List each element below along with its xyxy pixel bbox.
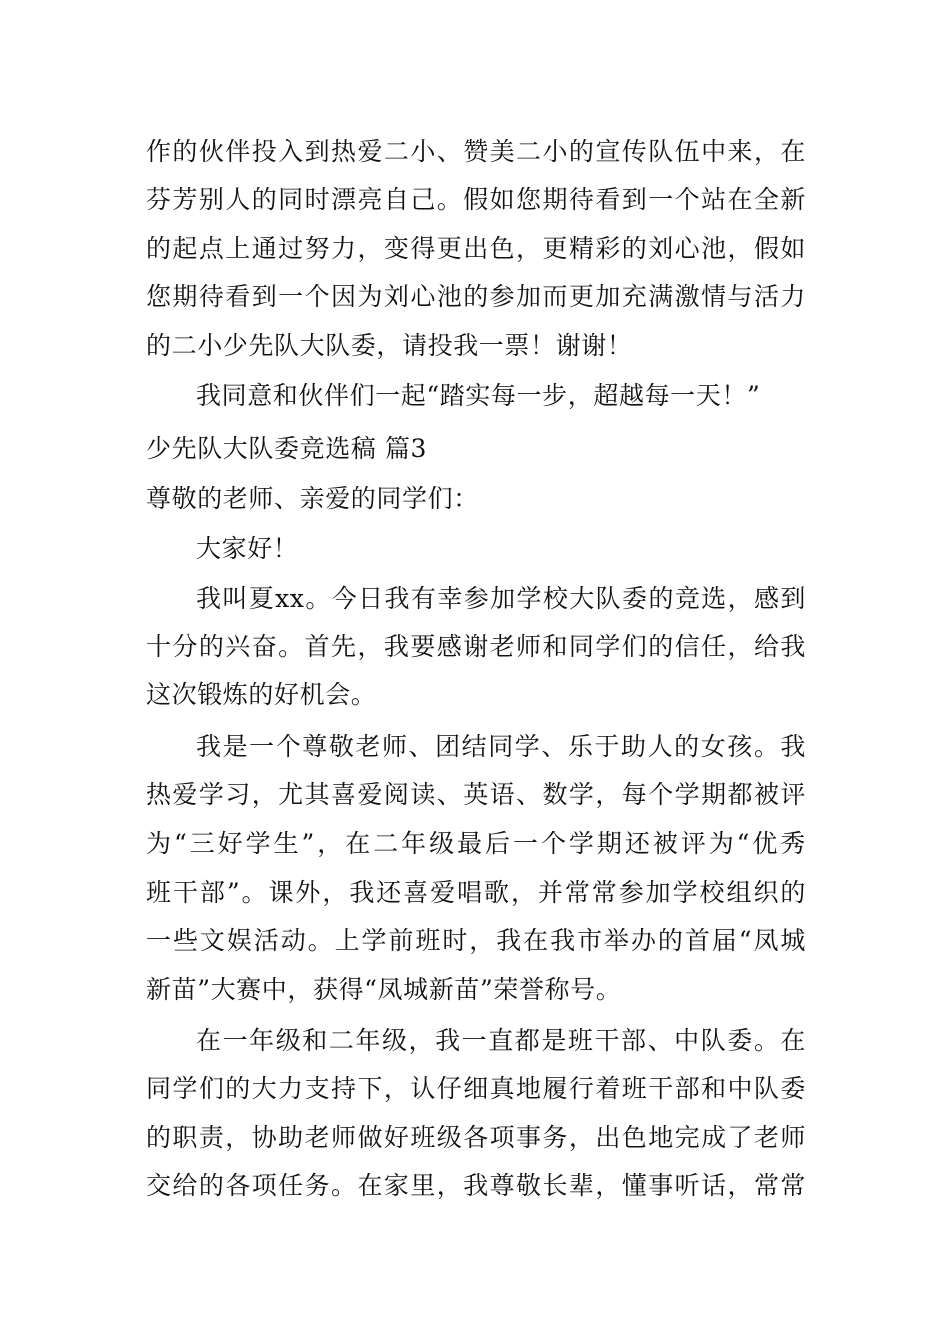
paragraph-line: 同学们的大力支持下，认仔细真地履行着班干部和中队委 bbox=[146, 1074, 806, 1103]
paragraph-line: 班干部”。课外，我还喜爱唱歌，并常常参加学校组织的 bbox=[146, 878, 806, 907]
paragraph-line: 您期待看到一个因为刘心池的参加而更加充满激情与活力 bbox=[146, 282, 806, 311]
paragraph-line: 热爱学习，尤其喜爱阅读、英语、数学，每个学期都被评 bbox=[146, 780, 806, 809]
paragraph-line: 的起点上通过努力，变得更出色，更精彩的刘心池，假如 bbox=[146, 234, 806, 263]
paragraph-line: 这次锻炼的好机会。 bbox=[146, 680, 377, 709]
paragraph-line: 为“三好学生”，在二年级最后一个学期还被评为“优秀 bbox=[146, 829, 806, 858]
paragraph-line: 十分的兴奋。首先，我要感谢老师和同学们的信任，给我 bbox=[146, 632, 806, 661]
greeting: 大家好！ bbox=[196, 534, 299, 563]
paragraph-line: 我同意和伙伴们一起“踏实每一步，超越每一天！” bbox=[196, 381, 761, 410]
paragraph-line: 的二小少先队大队委，请投我一票！谢谢！ bbox=[146, 331, 633, 360]
paragraph-line: 我叫夏xx。今日我有幸参加学校大队委的竞选，感到 bbox=[196, 584, 806, 613]
section-heading: 少先队大队委竞选稿 篇3 bbox=[146, 434, 428, 463]
paragraph-line: 芬芳别人的同时漂亮自己。假如您期待看到一个站在全新 bbox=[146, 185, 806, 214]
paragraph-line: 交给的各项任务。在家里，我尊敬长辈，懂事听话，常常 bbox=[146, 1171, 806, 1200]
paragraph-line: 一些文娱活动。上学前班时，我在我市举办的首届“凤城 bbox=[146, 926, 806, 955]
paragraph-line: 的职责，协助老师做好班级各项事务，出色地完成了老师 bbox=[146, 1123, 806, 1152]
paragraph-line: 在一年级和二年级，我一直都是班干部、中队委。在 bbox=[196, 1026, 806, 1055]
paragraph-line: 作的伙伴投入到热爱二小、赞美二小的宣传队伍中来，在 bbox=[146, 137, 806, 166]
paragraph-line: 我是一个尊敬老师、团结同学、乐于助人的女孩。我 bbox=[196, 732, 806, 761]
salutation: 尊敬的老师、亲爱的同学们： bbox=[146, 484, 479, 513]
paragraph-line: 新苗”大赛中，获得“凤城新苗”荣誉称号。 bbox=[146, 975, 622, 1004]
